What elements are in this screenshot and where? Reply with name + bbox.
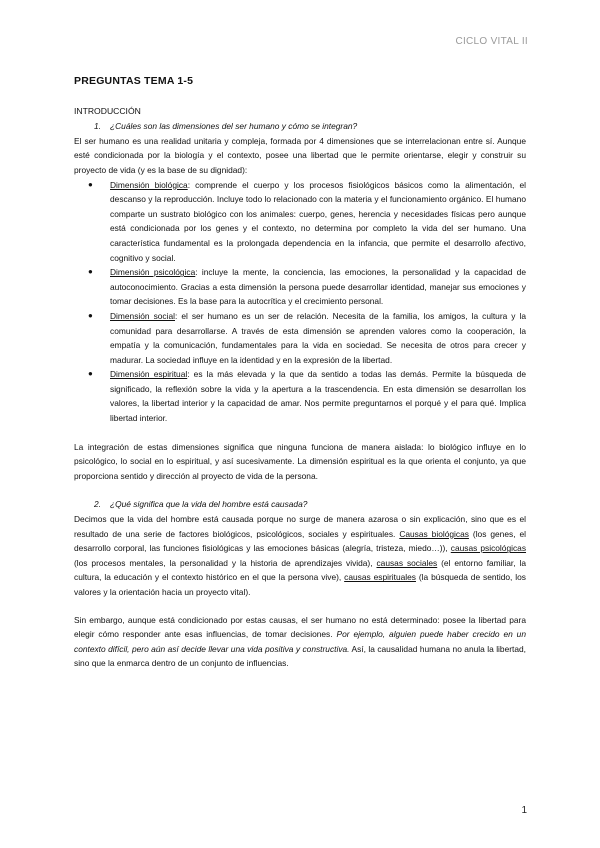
dimension-term: Dimensión biológica bbox=[110, 179, 188, 190]
dimension-description: : es la más elevada y la que da sentido a todas las demás. Permite la búsqueda de significado, la reflexión sobre la vida y la apertura a la trascendencia. En esta dimensión se desarrollan los valores, la libertad interior y la capacidad de amar. Nos permite preguntarnos el porqué y el para qué. Implica libertad interior. bbox=[110, 369, 526, 424]
question-number: 2. bbox=[94, 499, 101, 510]
list-item-dimension-social bbox=[88, 309, 526, 367]
document-body bbox=[74, 74, 526, 671]
cause-description: (la búsqueda de sentido, los valores y la orientación hacia un proyecto vital). bbox=[74, 572, 526, 597]
q2-causes-paragraph bbox=[74, 512, 526, 600]
dimension-description: : comprende el cuerpo y los procesos fisiológicos básicos como la alimentación, el descanso y la reproducción. Incluye todo lo relacionado con la materia y el funcionamiento orgánico. El humano comparte un sustrato biológico con los animales: cuerpo, genes, herencia y necesidades físicas pero aunque está condicionada por los genes y el contexto, no determina por completo la vida del ser humano. Una característica fundamental es la prolongada dependencia en la infancia, que permite el desarrollo afectivo, cognitivo y social. bbox=[110, 179, 527, 263]
q1-conclusion-paragraph: La integración de estas dimensiones significa que ninguna funciona de manera aislada: lo biológico influye en lo psicológico, lo social en lo espiritual, y así sucesivamente. La dimensión espiritual es la que orienta el conjunto, ya que proporciona sentido y dirección al proyecto de vida de la persona. bbox=[74, 441, 526, 481]
cause-description: (los genes, el desarrollo corporal, las funciones fisiológicas y las emociones básicas (alegría, tristeza, miedo…)), bbox=[74, 528, 527, 554]
question-1 bbox=[94, 119, 526, 134]
list-item-dimension-spiritual bbox=[88, 367, 526, 425]
q2-example-text: Por ejemplo, alguien puede haber crecido en un contexto difícil, pero aún así decide llevar una vida positiva y constructiva. bbox=[74, 629, 526, 654]
dimensions-list bbox=[74, 178, 526, 426]
list-item-dimension-psychological bbox=[88, 265, 526, 309]
question-2 bbox=[94, 497, 526, 512]
dimension-term: Dimensión espiritual bbox=[110, 369, 188, 380]
q2-paragraph-start: Decimos que la vida del hombre está causada porque no surge de manera azarosa o sin explicación, sino que es el resultado de una serie de factores biológicos, psicológicos, sociales y espirituales. bbox=[74, 514, 526, 539]
cause-term-spiritual: causas espirituales bbox=[344, 572, 416, 583]
question-text: ¿Qué significa que la vida del hombre está causada? bbox=[110, 499, 308, 510]
bullet-icon: ● bbox=[88, 310, 93, 320]
dimension-description: : el ser humano es un ser de relación. Necesita de la familia, los amigos, la cultura y la comunidad para desarrollarse. A través de esta dimensión se aprenden valores como la cooperación, la empatía y la comunicación, fundamentales para la vida en sociedad. Se necesita de otros para crecer y madurar. La sociedad influye en la identidad y en la expresión de la libertad. bbox=[110, 310, 527, 365]
cause-term-psychological: causas psicológicas bbox=[450, 543, 527, 554]
question-number: 1. bbox=[94, 121, 101, 132]
dimension-term: Dimensión psicológica bbox=[110, 267, 196, 278]
dimension-description: : incluye la mente, la conciencia, las emociones, la personalidad y la capacidad de autoconocimiento. Gracias a esta dimensión la persona puede desarrollar identidad, manejar sus emociones y tomar decisiones. Es la base para la autocrítica y el crecimiento personal. bbox=[110, 267, 527, 307]
section-heading: INTRODUCCIÓN bbox=[74, 105, 141, 116]
cause-term-social: causas sociales bbox=[376, 557, 438, 568]
list-item-dimension-biological bbox=[88, 178, 526, 266]
q2-freedom-end: Así, la causalidad humana no anula la libertad, sino que la enmarca dentro de un conjunto de influencias. bbox=[74, 643, 526, 669]
spacer bbox=[74, 483, 526, 497]
cause-term-biological: Causas biológicas bbox=[399, 528, 469, 539]
document-title: PREGUNTAS TEMA 1-5 bbox=[74, 75, 194, 87]
cause-description: (los procesos mentales, la personalidad y la historia de aprendizajes vivida), bbox=[74, 557, 377, 568]
bullet-icon: ● bbox=[88, 179, 93, 189]
q2-freedom-paragraph bbox=[74, 613, 526, 671]
course-header: CICLO VITAL II bbox=[455, 36, 528, 47]
page-number: 1 bbox=[521, 805, 527, 816]
cause-description: (el entorno familiar, la cultura, la educación y el contexto histórico en el que la persona vive), bbox=[74, 557, 526, 583]
dimension-term: Dimensión social bbox=[110, 310, 175, 321]
q2-freedom-start: Sin embargo, aunque está condicionado por estas causas, el ser humano no está determinado: posee la libertad para elegir cómo responder ante esas influencias, de tomar decisiones. bbox=[74, 614, 526, 640]
bullet-icon: ● bbox=[88, 267, 93, 277]
spacer bbox=[74, 426, 526, 440]
bullet-icon: ● bbox=[88, 369, 93, 379]
spacer bbox=[74, 600, 526, 613]
question-text: ¿Cuáles son las dimensiones del ser humano y cómo se integran? bbox=[110, 121, 358, 132]
q1-intro-paragraph: El ser humano es una realidad unitaria y compleja, formada por 4 dimensiones que se interrelacionan entre sí. Aunque esté condicionada por la biología y el contexto, posee una libertad que le permite orientarse, elegir y construir su proyecto de vida (y es la base de su dignidad): bbox=[74, 135, 526, 175]
